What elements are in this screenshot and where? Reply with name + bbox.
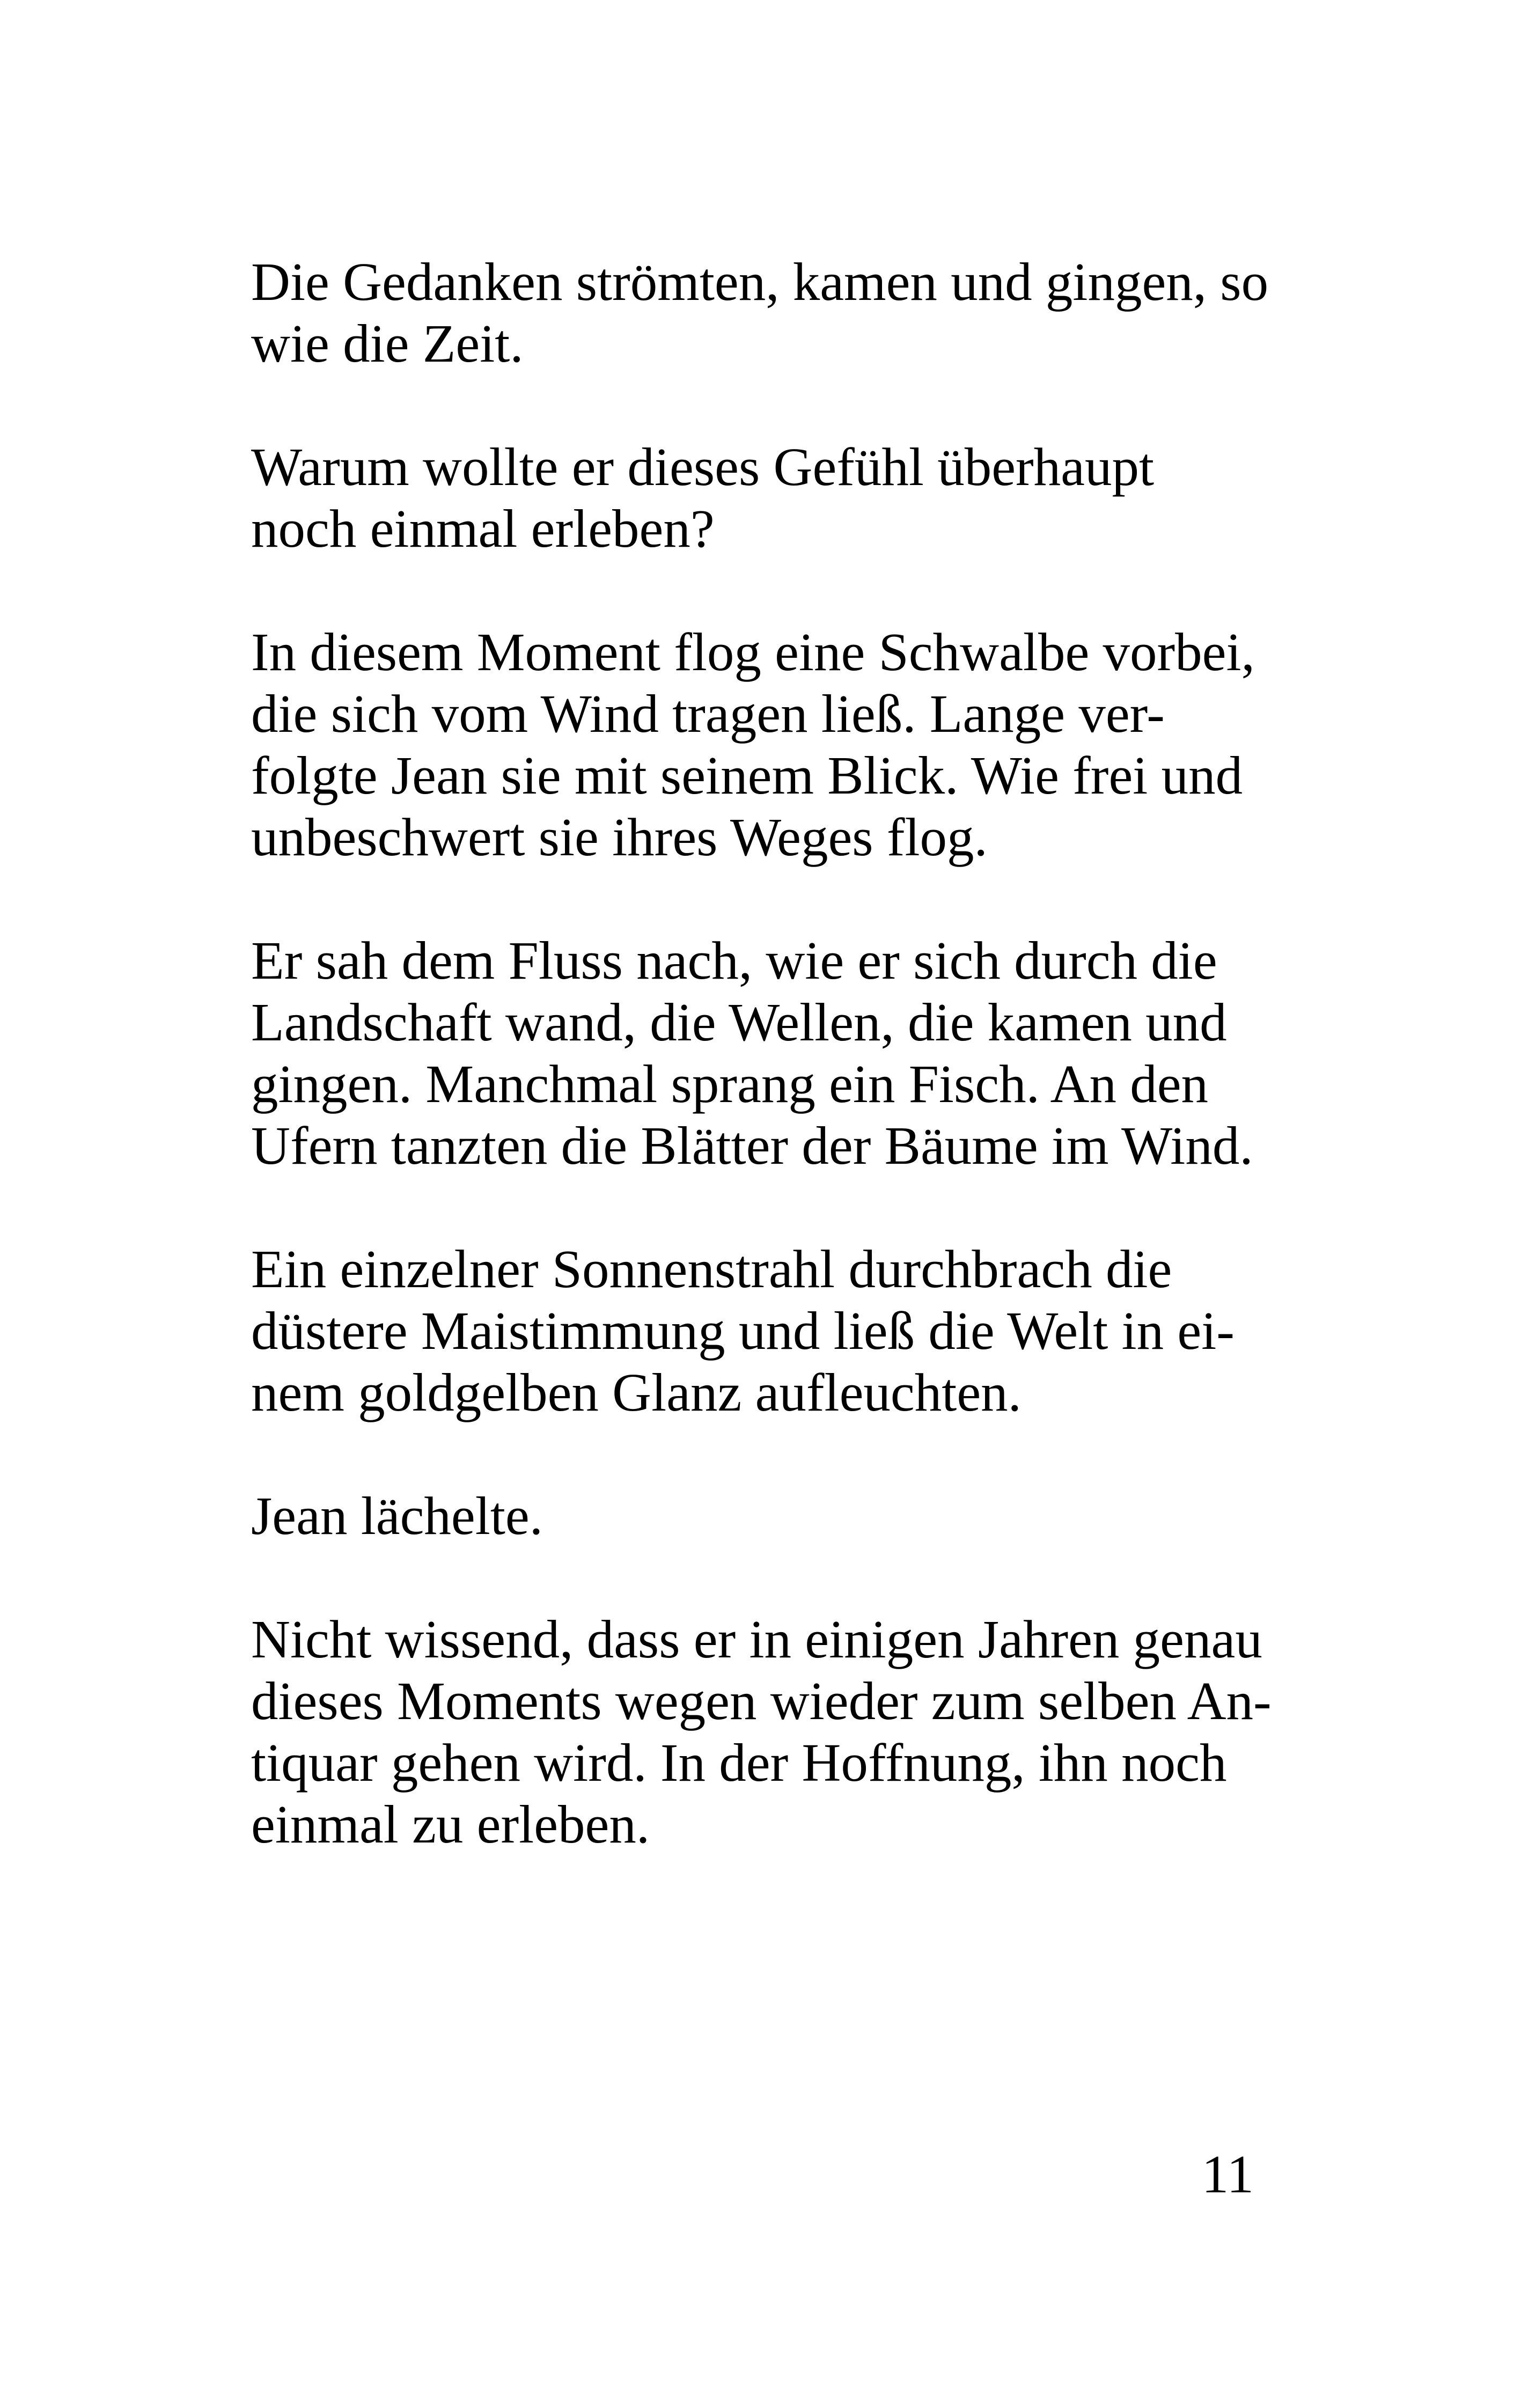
text-line: Die Gedanken strömten, kamen und gingen, so	[251, 252, 1269, 312]
page-number: 11	[1201, 2144, 1254, 2204]
text-line: noch einmal erleben?	[251, 498, 715, 559]
text-line: gingen. Manchmal sprang ein Fisch. An den	[251, 1054, 1209, 1114]
text-line: Er sah dem Fluss nach, wie er sich durch die	[251, 930, 1217, 990]
text-line: düstere Maistimmung und ließ die Welt in ei-	[251, 1301, 1235, 1361]
body-text	[251, 251, 1270, 1917]
text-line: wie die Zeit.	[251, 313, 524, 373]
text-line: folgte Jean sie mit seinem Blick. Wie frei und	[251, 745, 1243, 805]
text-line: Ufern tanzten die Blätter der Bäume im Wind.	[251, 1115, 1253, 1176]
paragraph-2	[251, 436, 1270, 560]
text-line: In diesem Moment flog eine Schwalbe vorbei,	[251, 622, 1255, 682]
text-line: tiquar gehen wird. In der Hoffnung, ihn noch	[251, 1732, 1227, 1793]
text-line: Warum wollte er dieses Gefühl überhaupt	[251, 437, 1155, 497]
paragraph-4	[251, 930, 1270, 1177]
text-line: Ein einzelner Sonnenstrahl durchbrach die	[251, 1239, 1172, 1299]
text-line: die sich vom Wind tragen ließ. Lange ver-	[251, 684, 1165, 744]
paragraph-5	[251, 1238, 1270, 1423]
text-line: Landschaft wand, die Wellen, die kamen und	[251, 992, 1227, 1052]
paragraph-3	[251, 621, 1270, 868]
paragraph-6	[251, 1485, 1270, 1547]
text-line: einmal zu erleben.	[251, 1794, 650, 1854]
paragraph-7	[251, 1609, 1270, 1855]
paragraph-1	[251, 251, 1270, 375]
text-line: nem goldgelben Glanz aufleuchten.	[251, 1362, 1022, 1422]
text-line: Jean lächelte.	[251, 1486, 543, 1546]
text-line: Nicht wissend, dass er in einigen Jahren genau	[251, 1609, 1262, 1669]
text-line: unbeschwert sie ihres Weges flog.	[251, 807, 988, 867]
text-line: dieses Moments wegen wieder zum selben An-	[251, 1671, 1272, 1731]
